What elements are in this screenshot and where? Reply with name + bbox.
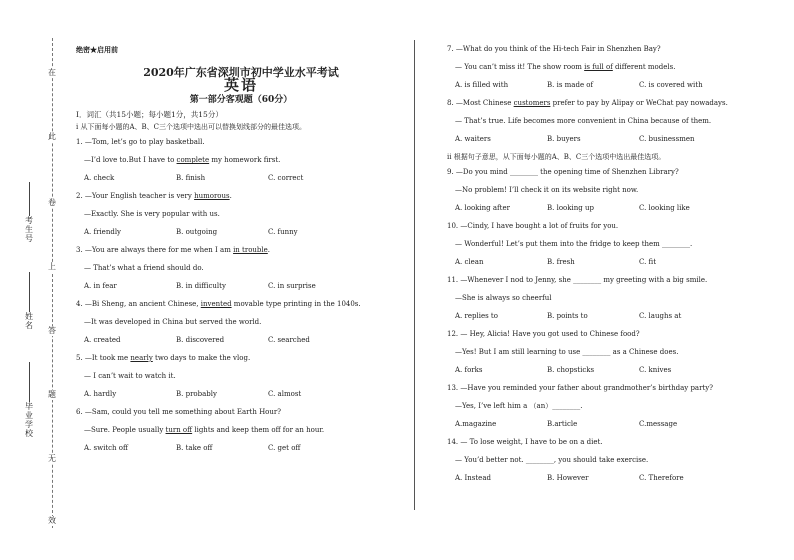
answer-options [447, 204, 777, 213]
answer-options [76, 444, 406, 453]
question-line: — You’d better not. ________, you should take exercise. [455, 456, 649, 464]
answer-option[interactable]: A. looking after [455, 204, 510, 212]
blank-line [29, 362, 30, 402]
binding-char: 无 [48, 454, 56, 463]
left-column [76, 45, 406, 462]
page-divider [414, 40, 415, 510]
question-line: —It was developed in China but served the world. [84, 318, 262, 326]
answer-options [76, 174, 406, 183]
field-label: 毕业学校 [25, 402, 33, 438]
answer-option[interactable]: B. fresh [547, 258, 575, 266]
answer-option[interactable]: B. chopsticks [547, 366, 595, 374]
question-line: —No problem! I’ll check it on its website right now. [455, 186, 639, 194]
binding-char: 卷 [48, 198, 56, 207]
answer-option[interactable]: A. check [84, 174, 115, 182]
answer-option[interactable]: C. searched [268, 336, 310, 344]
answer-option[interactable]: B. finish [176, 174, 206, 182]
answer-option[interactable]: C. get off [268, 444, 301, 452]
answer-option[interactable]: C. funny [268, 228, 298, 236]
answer-option[interactable]: A. Instead [455, 474, 491, 482]
student-info-field[interactable] [22, 270, 36, 330]
answer-option[interactable]: C. fit [639, 258, 657, 266]
answer-option[interactable]: B. is made of [547, 81, 594, 89]
answer-option[interactable]: A. friendly [84, 228, 122, 236]
question-line: 4. —Bi Sheng, an ancient Chinese, invented movable type printing in the 1040s. [76, 300, 361, 308]
underlined-word: turn off [165, 426, 193, 434]
answer-option[interactable]: B. looking up [547, 204, 594, 212]
binding-char: 答 [48, 326, 56, 335]
answer-option[interactable]: C. laughs at [639, 312, 682, 320]
question-line: 11. —Whenever I nod to Jenny, she ________ my greeting with a big smile. [447, 276, 708, 284]
right-column [447, 45, 777, 492]
answer-option[interactable]: A. waiters [455, 135, 491, 143]
answer-option[interactable]: B. buyers [547, 135, 581, 143]
answer-options [447, 135, 777, 144]
question-line: 2. —Your English teacher is very humorous. [76, 192, 232, 200]
question-line: — You can’t miss it! The show room is full of different models. [455, 63, 676, 71]
answer-options [76, 390, 406, 399]
question-item [76, 354, 406, 399]
exam-title: 2020年广东省深圳市初中学业水平考试 [143, 66, 339, 79]
question-item [76, 138, 406, 183]
question-line: —Yes! But I am still learning to use ________ as a Chinese does. [455, 348, 679, 356]
subject-title: 英语 [223, 76, 258, 94]
question-line: —Sure. People usually turn off lights and keep them off for an hour. [84, 426, 325, 434]
answer-option[interactable]: B. However [547, 474, 589, 482]
underlined-word: complete [176, 156, 210, 164]
underlined-word: nearly [130, 354, 153, 362]
question-item [447, 45, 777, 90]
question-line: — Wonderful! Let’s put them into the fridge to keep them ________. [455, 240, 693, 248]
part-title: 第一部分客观题（60分） [189, 95, 293, 105]
question-line: 3. —You are always there for me when I am in trouble. [76, 246, 271, 254]
answer-option[interactable]: A. clean [455, 258, 484, 266]
question-item [447, 330, 777, 375]
answer-options [447, 258, 777, 267]
underlined-word: humorous [194, 192, 230, 200]
underlined-word: in trouble [233, 246, 268, 254]
answer-option[interactable]: C. Therefore [639, 474, 684, 482]
answer-option[interactable]: C. in surprise [268, 282, 316, 290]
question-line: 7. —What do you think of the Hi-tech Fair in Shenzhen Bay? [447, 45, 661, 53]
answer-option[interactable]: A. hardly [84, 390, 117, 398]
answer-option[interactable]: C. almost [268, 390, 302, 398]
answer-option[interactable]: B. outgoing [176, 228, 218, 236]
field-label: 考生号 [25, 216, 33, 243]
blank-line [29, 272, 30, 312]
secret-label: 绝密★启用前 [76, 45, 118, 54]
field-label: 姓名 [25, 312, 33, 330]
answer-options [447, 81, 777, 90]
question-line: 5. —It took me nearly two days to make the vlog. [76, 354, 251, 362]
question-line: 10. —Cindy, I have bought a lot of fruits for you. [447, 222, 619, 230]
question-item [76, 300, 406, 345]
question-line: — That’s what a friend should do. [84, 264, 204, 272]
answer-options [76, 228, 406, 237]
answer-option[interactable]: B.article [547, 420, 578, 428]
underlined-word: customers [513, 99, 551, 107]
binding-char: 在 [48, 68, 56, 77]
question-line: 8. —Most Chinese customers prefer to pay by Alipay or WeChat pay nowadays. [447, 99, 728, 107]
answer-option[interactable]: A. switch off [84, 444, 128, 452]
question-item [447, 276, 777, 321]
question-line: 14. — To lose weight, I have to be on a diet. [447, 438, 603, 446]
question-line: 9. —Do you mind ________ the opening time of Shenzhen Library? [447, 168, 679, 176]
question-item [447, 438, 777, 483]
question-line: —She is always so cheerful [455, 294, 552, 302]
question-item [447, 168, 777, 213]
binding-char: 此 [48, 132, 56, 141]
question-item [76, 192, 406, 237]
question-line: — That’s true. Life becomes more convenient in China because of them. [455, 117, 712, 125]
answer-options [447, 474, 777, 483]
answer-options [76, 282, 406, 291]
answer-option[interactable]: C. businessmen [639, 135, 695, 143]
student-info-field[interactable] [22, 180, 36, 243]
answer-option[interactable]: C.message [639, 420, 678, 428]
answer-option[interactable]: B. discovered [176, 336, 225, 344]
question-list [76, 138, 406, 453]
blank-line [29, 182, 30, 216]
answer-option[interactable]: A. is filled with [455, 81, 509, 89]
binding-char: 效 [48, 516, 56, 525]
answer-options [447, 312, 777, 321]
question-list [447, 45, 777, 144]
answer-option[interactable]: A. in fear [84, 282, 117, 290]
answer-option[interactable]: A.magazine [455, 420, 497, 428]
underlined-word: invented [200, 300, 232, 308]
question-item [447, 384, 777, 429]
binding-char: 题 [48, 390, 56, 399]
answer-options [76, 336, 406, 345]
question-line: —Yes, I’ve left him a （an）________. [455, 402, 583, 410]
question-line: — I can’t wait to watch it. [84, 372, 176, 380]
question-line: 6. —Sam, could you tell me something about Earth Hour? [76, 408, 281, 416]
answer-option[interactable]: A. replies to [455, 312, 498, 320]
question-line: —I’d love to.But I have to complete my homework first. [84, 156, 281, 164]
answer-option[interactable]: B. take off [176, 444, 213, 452]
answer-option[interactable]: A. created [84, 336, 121, 344]
question-line: 12. — Hey, Alicia! Have you got used to Chinese food? [447, 330, 640, 338]
answer-option[interactable]: A. forks [455, 366, 483, 374]
binding-char: 上 [48, 262, 56, 271]
question-item [447, 222, 777, 267]
underlined-word: is full of [584, 63, 613, 71]
instruction: ii 根据句子意思，从下面每小题的A、B、C三个选项中选出最佳选项。 [447, 153, 666, 161]
answer-option[interactable]: B. in difficulty [176, 282, 226, 290]
answer-options [447, 366, 777, 375]
answer-option[interactable]: B. points to [547, 312, 588, 320]
answer-options [447, 420, 777, 429]
question-line: —Exactly. She is very popular with us. [84, 210, 220, 218]
answer-option[interactable]: C. correct [268, 174, 304, 182]
answer-option[interactable]: B. probably [176, 390, 217, 398]
question-item [76, 408, 406, 453]
question-line: 1. —Tom, let’s go to play basketball. [76, 138, 205, 146]
question-item [447, 99, 777, 144]
answer-option[interactable]: C. looking like [639, 204, 690, 212]
section-heading: I．词汇（共15小题；每小题1分，共15分） [76, 110, 223, 119]
question-line: 13. —Have you reminded your father about grandmother’s birthday party? [447, 384, 713, 392]
answer-option[interactable]: C. is covered with [639, 81, 703, 89]
binding-margin [0, 0, 62, 560]
answer-option[interactable]: C. knives [639, 366, 672, 374]
instruction: i 从下面每小题的A、B、C三个选项中选出可以替换划线部分的最佳选项。 [76, 123, 307, 131]
student-info-field[interactable] [22, 360, 36, 438]
question-item [76, 246, 406, 291]
question-list [447, 168, 777, 483]
